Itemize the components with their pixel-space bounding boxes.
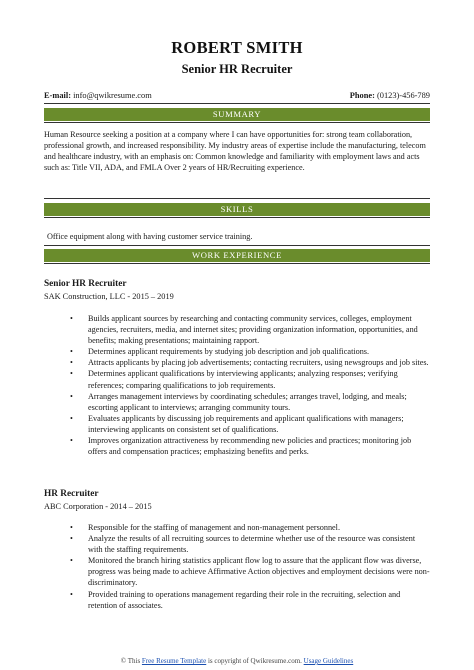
phone-block [350,91,430,100]
bullet-icon: • [70,534,73,544]
bullet-text: Determines applicant requirements by studying job description and job qualifications. [88,347,370,357]
bullet-text: Determines applicant qualifications by interviewing applicants; analyzing responses; verifying references; comparing qualifications to job requirements. [88,369,398,390]
free-resume-template-link[interactable]: Free Resume Template [141,657,207,665]
bullet-icon: • [70,413,73,423]
phone-label: Phone: [349,91,375,100]
bullet-icon: • [70,391,73,401]
bullet-text: Analyze the results of all recruiting sources to determine whether use of the resource was consistent with the staffing requirements. [88,534,416,555]
phone-value: (0123)-456-789 [376,91,430,100]
contact-line [44,91,430,100]
list-item [44,368,430,390]
bullet-icon: • [70,589,73,599]
job-title: Senior HR Recruiter [44,279,127,289]
job-bullet-list [44,522,430,611]
job-bullet-list [44,313,430,457]
list-item [44,357,430,368]
footer-prefix: © This [120,657,141,665]
divider [44,217,430,218]
section-header-work-experience: WORK EXPERIENCE [44,249,430,262]
job-title: HR Recruiter [44,489,99,499]
divider [44,245,430,246]
bullet-text: Responsible for the staffing of management and non-management personnel. [88,523,340,532]
list-item [44,589,430,611]
bullet-icon: • [70,523,73,532]
summary-text: Human Resource seeking a position at a company where I can have opportunities for: strong team collaboration, professional growth, and increased responsibility. My industry areas of expertise include the manufacturing, telecom and healthcare industry, with an emphasis on: Common knowledge and familiarity with employment laws and acts such as: Title VII, ADA, and FMLA Over 2 years of HR/Recruiting experience. [44,130,426,173]
bullet-text: Arranges management interviews by coordinating schedules; arranges travel, lodging, and meals; escorting applicant to interviews; arranging community tours. [88,391,407,412]
job-company: ABC Corporation - 2014 – 2015 [44,502,152,511]
footer [0,657,474,665]
bullet-icon: • [70,358,73,368]
footer-copyright-text: is copyright of Qwikresume.com. [207,657,302,665]
divider [44,122,430,123]
job-company: SAK Construction, LLC - 2015 – 2019 [44,292,174,301]
list-item [44,346,430,357]
bullet-text: Monitored the branch hiring statistics applicant flow log to assure that the applicant flow was diverse, progress was being made to achieve Affirmative Action objectives and employment decisions were non-discriminatory. [88,556,430,588]
list-item [44,391,430,413]
list-item [44,435,430,457]
bullet-icon: • [70,369,73,379]
list-item [44,413,430,435]
email-value: info@qwikresume.com [73,91,152,100]
candidate-name: ROBERT SMITH [171,38,303,57]
bullet-icon: • [70,436,73,446]
usage-guidelines-link[interactable]: Usage Guidelines [303,657,354,665]
bullet-text: Improves organization attractiveness by recommending new policies and practices; monitoring job offers and compensation practices; emphasizing benefits and perks. [88,436,412,457]
list-item [44,533,430,555]
bullet-text: Evaluates applicants by discussing job requirements and applicant qualifications with managers; interviewing applicants on consistent set of qualifications. [88,413,404,434]
section-header-skills: SKILLS [44,203,430,216]
list-item [44,522,430,533]
list-item [44,555,430,588]
section-header-summary: SUMMARY [44,108,430,121]
divider [44,198,430,199]
bullet-text: Builds applicant sources by researching and contacting community services, colleges, employment agencies, recruiters, media, and internet sites; providing organization information, opportunities, and benefits; making presentations; maintaining rapport. [88,314,418,346]
bullet-icon: • [70,556,73,566]
skills-text: Office equipment along with having customer service training. [47,232,253,241]
divider [44,103,430,104]
divider [44,263,430,264]
bullet-text: Provided training to operations management regarding their role in the recruiting, selection and retention of associates. [88,589,401,610]
candidate-title: Senior HR Recruiter [181,62,293,76]
bullet-text: Attracts applicants by placing job advertisements; contacting recruiters, using newsgroups and job sites. [88,358,429,368]
email-block [44,91,152,100]
bullet-icon: • [70,347,73,357]
email-label: E-mail: [44,91,71,100]
bullet-icon: • [70,314,73,323]
list-item [44,313,430,346]
